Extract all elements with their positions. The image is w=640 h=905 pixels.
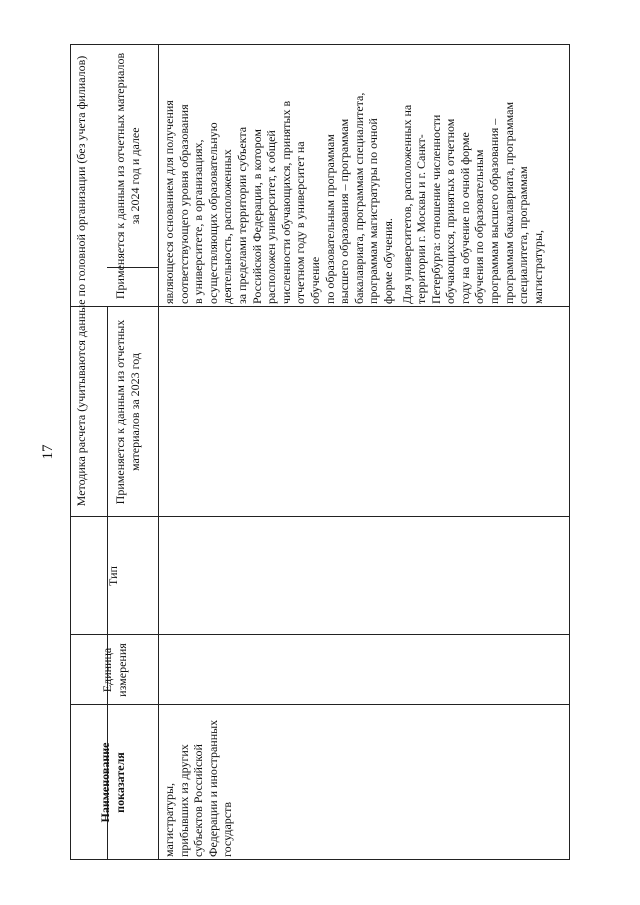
row-unit (158, 635, 569, 705)
row-method-2024: являющееся основанием для получения соответствующего уровня образования в университете, в организациях, осуществляющих образовательную деятельность, расположенных за пределами территории субъекта Российской Федерации, в котором расположен университет, к общей численности обучающихся, принятых в отчетном году в университет на обучение по образовательным программам высшего образования – программам бакалавриата, программам специалитета, программам магистратуры по очной форме обучения. Для университетов, расположенных на территории г. Москвы и г. Санкт- Петербурга: отношение численности обучающихся, принятых в отчетном году на обучение по очной форме обучения по образовательным программам высшего образования – программам бакалавриата, программам специалитета, программам магистратуры, (162, 92, 545, 304)
header-type: Тип (106, 566, 120, 586)
row-type (158, 517, 569, 635)
header-name: Наименование показателя (98, 742, 127, 823)
indicator-table (70, 45, 570, 860)
header-method: Методика расчета (учитываются данные по головной организации (без учета филиалов) (74, 55, 88, 507)
row-indicator-name: магистратуры, прибывших из других субъектов Российской Федерации и иностранных государств (162, 719, 235, 857)
header-unit: Единица измерения (100, 643, 129, 697)
row-method-2023 (158, 307, 569, 517)
page-number: 17 (40, 444, 56, 460)
header-method-2023: Применяется к данным из отчетных материалов за 2023 год (113, 319, 142, 505)
header-method-2024: Применяется к данным из отчетных материалов за 2024 год и далее (113, 52, 142, 300)
